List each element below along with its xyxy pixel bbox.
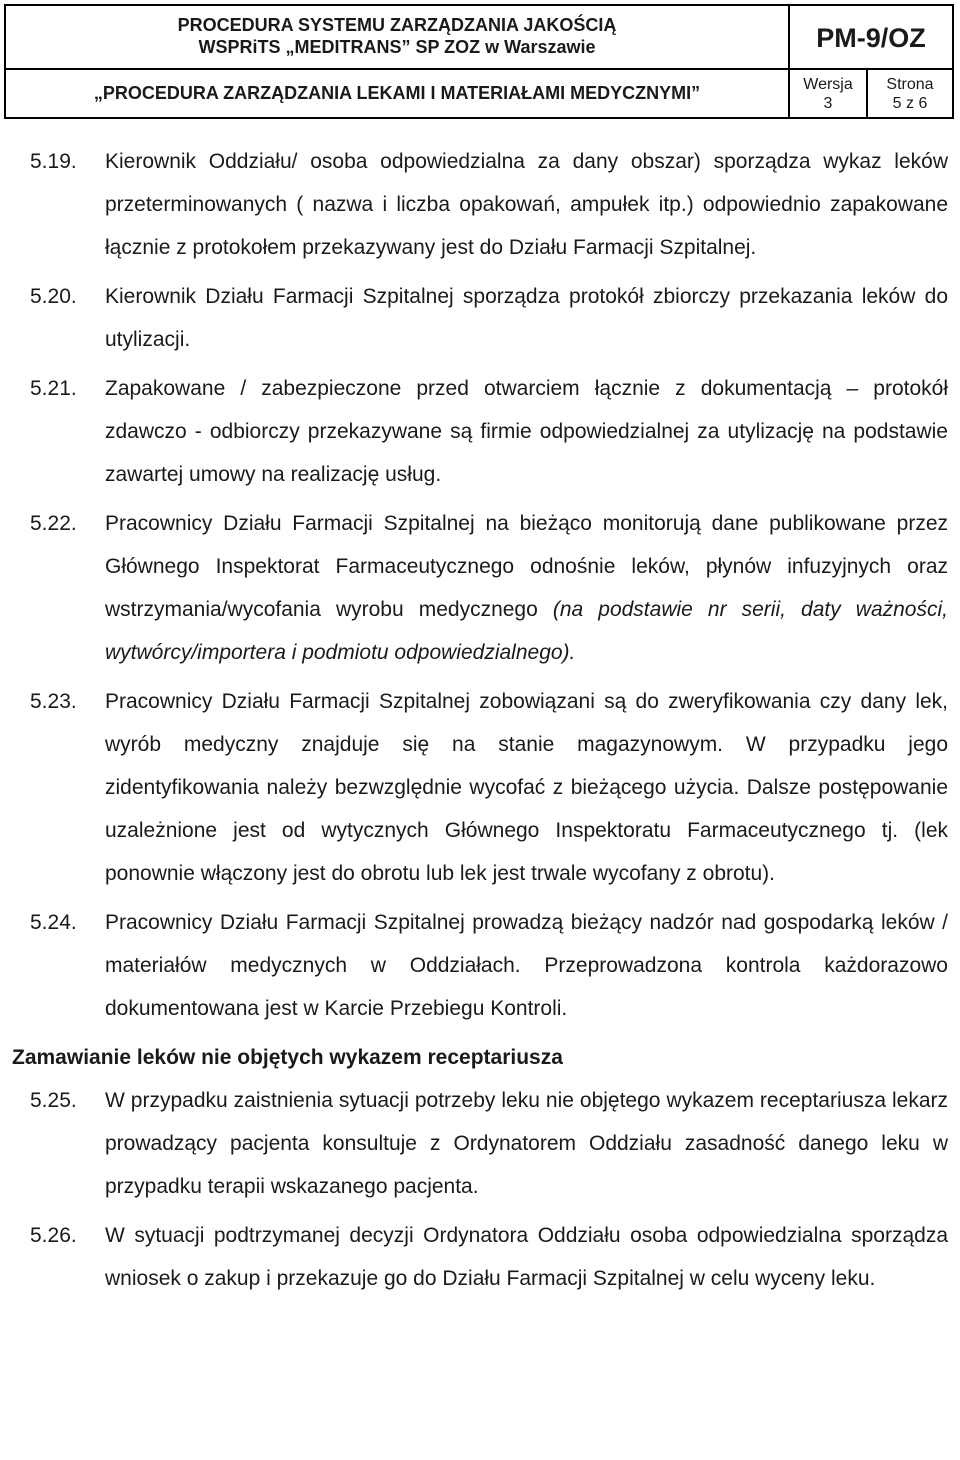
version-value: 3 <box>823 95 833 112</box>
item-number: 5.26. <box>30 1224 77 1247</box>
list-item <box>0 1214 960 1300</box>
item-text: Zapakowane / zabezpieczone przed otwarciem łącznie z dokumentacją – protokół zdawczo - odbiorczy przekazywane są firmie odpowiedzialnej za utylizację na podstawie zawartej umowy na realizację usług. <box>105 377 948 486</box>
version-label: Wersja <box>803 76 853 93</box>
item-text-italic: (na podstawie nr serii, daty ważności, wytwórcy/importera i podmiotu odpowiedzialnego). <box>105 598 948 664</box>
item-text <box>105 502 948 674</box>
item-text: Pracownicy Działu Farmacji Szpitalnej zobowiązani są do zweryfikowania czy dany lek, wyrób medyczny znajduje się na stanie magazynowym. W przypadku jego zidentyfikowania należy bezwzględnie wycofać z bieżącego użycia. Dalsze postępowanie uzależnione jest od wytycznych Głównego Inspektoratu Farmaceutycznego tj. (lek ponownie włączony jest do obrotu lub lek jest trwale wycofany z obrotu). <box>105 690 948 885</box>
document-header <box>4 4 954 119</box>
item-number: 5.24. <box>30 911 77 934</box>
header-org-line1: PROCEDURA SYSTEMU ZARZĄDZANIA JAKOŚCIĄ <box>177 15 617 35</box>
list-item <box>0 367 960 496</box>
page-label: Strona <box>886 76 934 93</box>
item-number: 5.20. <box>30 285 77 308</box>
item-text: W przypadku zaistnienia sytuacji potrzeby leku nie objętego wykazem receptariusza lekarz prowadzący pacjenta konsultuje z Ordynatorem Oddziału zasadność danego leku w przypadku terapii wskazanego pacjenta. <box>105 1089 948 1198</box>
document-body <box>0 140 960 1306</box>
header-doc-code: PM-9/OZ <box>790 6 952 70</box>
list-item <box>0 140 960 269</box>
item-number: 5.25. <box>30 1089 77 1112</box>
item-text: Pracownicy Działu Farmacji Szpitalnej prowadzą bieżący nadzór nad gospodarką leków / materiałów medycznych w Oddziałach. Przeprowadzona kontrola każdorazowo dokumentowana jest w Karcie Przebiegu Kontroli. <box>105 911 948 1020</box>
list-item <box>0 1079 960 1208</box>
item-text: W sytuacji podtrzymanej decyzji Ordynatora Oddziału osoba odpowiedzialna sporządza wniosek o zakup i przekazuje go do Działu Farmacji Szpitalnej w celu wyceny leku. <box>105 1224 948 1290</box>
section-heading: Zamawianie leków nie objętych wykazem receptariusza <box>12 1046 563 1069</box>
list-item <box>0 680 960 895</box>
item-number: 5.22. <box>30 512 77 535</box>
item-number: 5.21. <box>30 377 77 400</box>
header-page <box>868 70 952 117</box>
item-number: 5.23. <box>30 690 77 713</box>
item-number: 5.19. <box>30 150 77 173</box>
header-organization <box>6 6 790 70</box>
item-text: Kierownik Oddziału/ osoba odpowiedzialna za dany obszar) sporządza wykaz leków przeterminowanych ( nazwa i liczba opakowań, ampułek itp.) odpowiednio zapakowane łącznie z protokołem przekazywany jest do Działu Farmacji Szpitalnej. <box>105 150 948 259</box>
list-item <box>0 275 960 361</box>
header-version <box>790 70 868 117</box>
item-text-main: Pracownicy Działu Farmacji Szpitalnej na bieżąco monitorują dane publikowane przez Głównego Inspektorat Farmaceutycznego odnośnie leków, płynów infuzyjnych oraz wstrzymania/wycofania wyrobu medycznego <box>105 512 948 621</box>
header-procedure-name: „PROCEDURA ZARZĄDZANIA LEKAMI I MATERIAŁAMI MEDYCZNYMI” <box>6 70 790 117</box>
header-org-line2: WSPRiTS „MEDITRANS” SP ZOZ w Warszawie <box>198 37 596 57</box>
page-value: 5 z 6 <box>892 95 928 112</box>
item-text: Kierownik Działu Farmacji Szpitalnej sporządza protokół zbiorczy przekazania leków do utylizacji. <box>105 285 948 351</box>
list-item <box>0 502 960 674</box>
list-item <box>0 901 960 1030</box>
